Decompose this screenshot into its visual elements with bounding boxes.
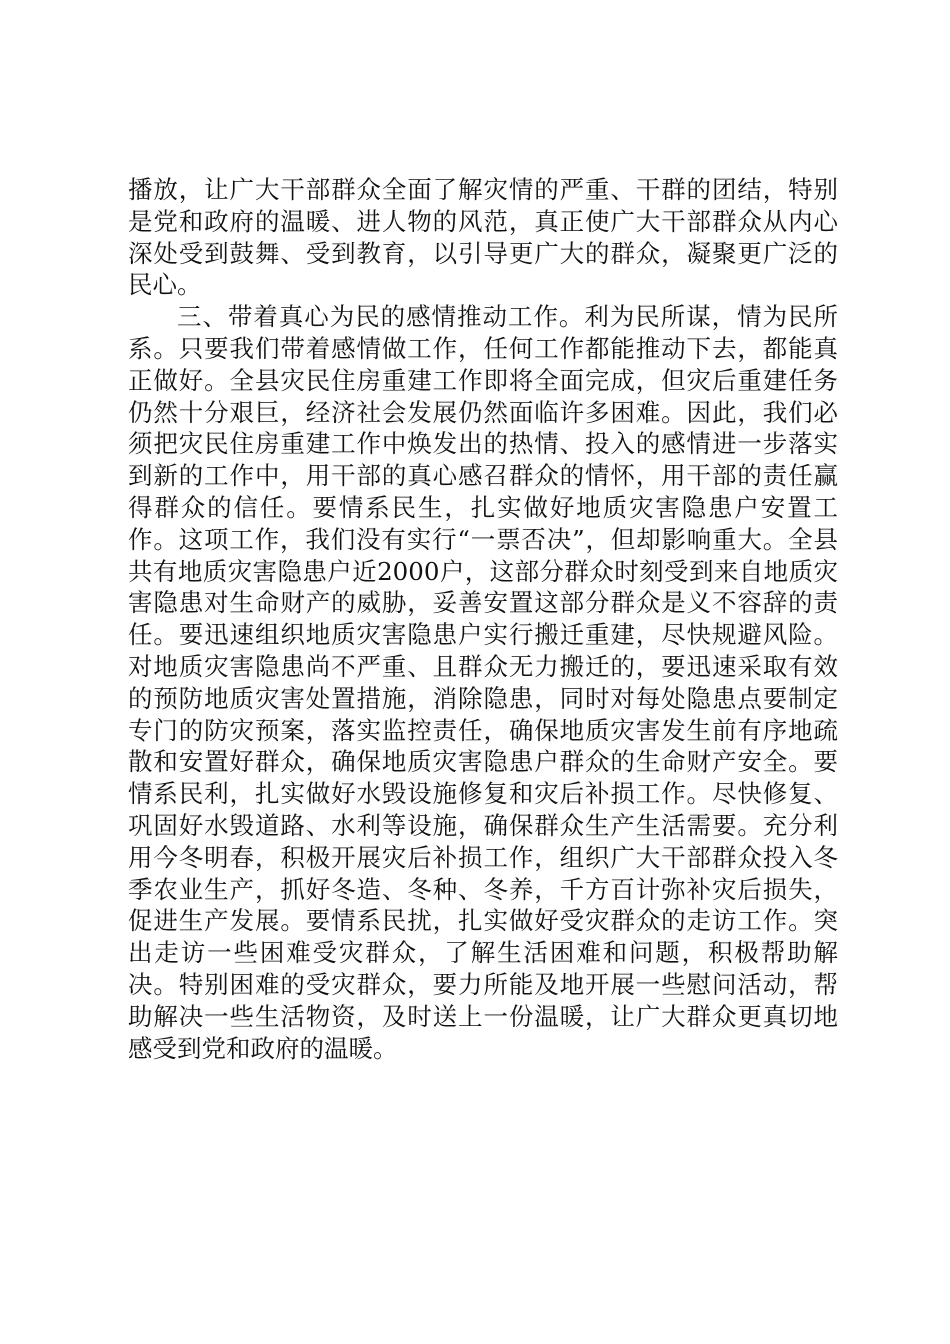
paragraph-section-three: 三、带着真心为民的感情推动工作。利为民所谋，情为民所系。只要我们带着感情做工作，任何工作都能推动下去，都能真正做好。全县灾民住房重建工作即将全面完成，但灾后重建任务仍然十分艰巨，经济社会发展仍然面临许多困难。因此，我们必须把灾民住房重建工作中焕发出的热情、投入的感情进一步落实到新的工作中，用干部的真心感召群众的情怀，用干部的责任赢得群众的信任。要情系民生，扎实做好地质灾害隐患户安置工作。这项工作，我们没有实行“一票否决”，但却影响重大。全县共有地质灾害隐患户近2000户，这部分群众时刻受到来自地质灾害隐患对生命财产的威胁，妥善安置这部分群众是义不容辞的责任。要迅速组织地质灾害隐患户实行搬迁重建，尽快规避风险。对地质灾害隐患尚不严重、且群众无力搬迁的，要迅速采取有效的预防地质灾害处置措施，消除隐患，同时对每处隐患点要制定专门的防灾预案，落实监控责任，确保地质灾害发生前有序地疏散和安置好群众，确保地质灾害隐患户群众的生命财产安全。要情系民利，扎实做好水毁设施修复和灾后补损工作。尽快修复、巩固好水毁道路、水利等设施，确保群众生产生活需要。充分利用今冬明春，积极开展灾后补损工作，组织广大干部群众投入冬季农业生产，抓好冬造、冬种、冬养，千方百计弥补灾后损失，促进生产发展。要情系民扰，扎实做好受灾群众的走访工作。突出走访一些困难受灾群众，了解生活困难和问题，积极帮助解决。特别困难的受灾群众，要力所能及地开展一些慰问活动，帮助解决一些生活物资，及时送上一份温暖，让广大群众更真切地感受到党和政府的温暖。	[128, 302, 838, 1063]
paragraph-continuation: 播放，让广大干部群众全面了解灾情的严重、干群的团结，特别是党和政府的温暖、进人物的风范，真正使广大干部群众从内心深处受到鼓舞、受到教育，以引导更广大的群众，凝聚更广泛的民心。	[128, 175, 838, 300]
document-body	[128, 174, 838, 1064]
